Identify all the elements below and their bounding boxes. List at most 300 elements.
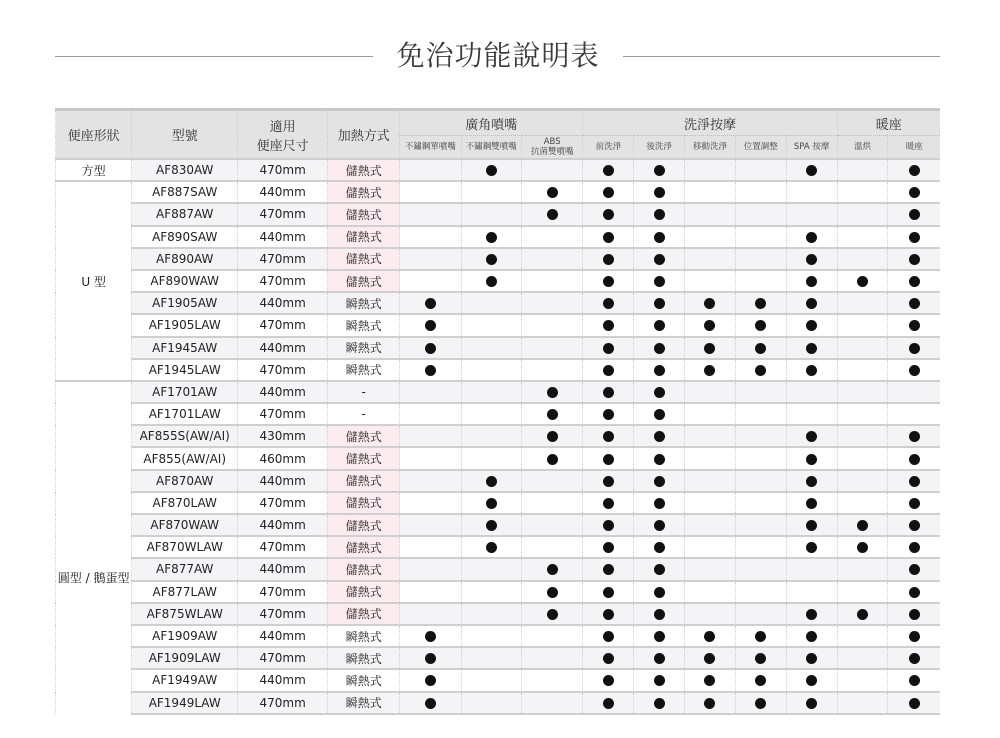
model-cell: AF890SAW xyxy=(132,226,238,248)
model-cell: AF870WAW xyxy=(132,514,238,536)
filled-circle-icon xyxy=(806,609,817,620)
feature-cell xyxy=(837,425,888,447)
filled-circle-icon xyxy=(909,542,920,553)
filled-circle-icon xyxy=(806,276,817,287)
model-cell: AF1949AW xyxy=(132,669,238,691)
feature-cell xyxy=(837,359,888,381)
filled-circle-icon xyxy=(755,675,766,686)
feature-cell xyxy=(786,625,837,647)
filled-circle-icon xyxy=(547,564,558,575)
feature-cell xyxy=(786,514,837,536)
feature-cell xyxy=(837,292,888,314)
feature-cell xyxy=(521,226,582,248)
filled-circle-icon xyxy=(806,254,817,265)
feature-cell xyxy=(735,581,786,603)
feature-cell xyxy=(583,314,634,336)
filled-circle-icon xyxy=(547,454,558,465)
filled-circle-icon xyxy=(909,276,920,287)
feature-cell xyxy=(461,159,521,181)
filled-circle-icon xyxy=(909,476,920,487)
feature-cell xyxy=(786,536,837,558)
feature-cell xyxy=(634,314,685,336)
feature-cell xyxy=(837,181,888,203)
filled-circle-icon xyxy=(909,698,920,709)
filled-circle-icon xyxy=(425,298,436,309)
feature-cell xyxy=(400,447,461,469)
size-cell: 470mm xyxy=(238,270,328,292)
model-cell: AF1905AW xyxy=(132,292,238,314)
feature-cell xyxy=(735,625,786,647)
table-row xyxy=(56,292,941,314)
filled-circle-icon xyxy=(603,564,614,575)
feature-cell xyxy=(634,647,685,669)
feature-table xyxy=(55,108,940,715)
table-row xyxy=(56,403,941,425)
feature-cell xyxy=(685,381,736,403)
feature-cell xyxy=(837,470,888,492)
feature-cell xyxy=(685,270,736,292)
feature-cell xyxy=(521,381,582,403)
model-cell: AF855(AW/AI) xyxy=(132,447,238,469)
model-cell: AF1949LAW xyxy=(132,692,238,714)
feature-cell xyxy=(786,314,837,336)
filled-circle-icon xyxy=(486,254,497,265)
feature-cell xyxy=(837,381,888,403)
table-row xyxy=(56,447,941,469)
filled-circle-icon xyxy=(654,365,665,376)
feature-cell xyxy=(634,558,685,580)
feature-cell xyxy=(685,226,736,248)
feature-cell xyxy=(685,181,736,203)
filled-circle-icon xyxy=(603,631,614,642)
feature-cell xyxy=(400,337,461,359)
header-feature: SPA 按摩 xyxy=(786,136,837,160)
feature-cell xyxy=(888,359,940,381)
filled-circle-icon xyxy=(654,343,665,354)
heating-cell: 瞬熱式 xyxy=(328,359,400,381)
feature-cell xyxy=(461,425,521,447)
feature-cell xyxy=(735,425,786,447)
header-feature: 移動洗淨 xyxy=(685,136,736,160)
feature-cell xyxy=(634,492,685,514)
filled-circle-icon xyxy=(486,498,497,509)
heating-cell: 瞬熱式 xyxy=(328,669,400,691)
filled-circle-icon xyxy=(755,320,766,331)
feature-cell xyxy=(685,403,736,425)
heating-cell: 儲熱式 xyxy=(328,270,400,292)
feature-cell xyxy=(521,447,582,469)
model-cell: AF830AW xyxy=(132,159,238,181)
feature-cell xyxy=(888,203,940,225)
filled-circle-icon xyxy=(486,520,497,531)
table-row xyxy=(56,536,941,558)
feature-cell xyxy=(634,248,685,270)
header-feature: 後洗淨 xyxy=(634,136,685,160)
feature-cell xyxy=(888,470,940,492)
feature-cell xyxy=(400,647,461,669)
table-row xyxy=(56,314,941,336)
filled-circle-icon xyxy=(909,298,920,309)
feature-cell xyxy=(837,226,888,248)
feature-cell xyxy=(888,270,940,292)
feature-cell xyxy=(400,226,461,248)
feature-cell xyxy=(685,248,736,270)
filled-circle-icon xyxy=(806,698,817,709)
feature-cell xyxy=(735,181,786,203)
feature-cell xyxy=(735,647,786,669)
filled-circle-icon xyxy=(755,365,766,376)
feature-cell xyxy=(786,292,837,314)
feature-cell xyxy=(837,603,888,625)
feature-cell xyxy=(634,581,685,603)
model-cell: AF1909AW xyxy=(132,625,238,647)
filled-circle-icon xyxy=(603,276,614,287)
size-cell: 470mm xyxy=(238,492,328,514)
heating-cell: 儲熱式 xyxy=(328,492,400,514)
filled-circle-icon xyxy=(654,520,665,531)
feature-cell xyxy=(400,359,461,381)
filled-circle-icon xyxy=(654,431,665,442)
feature-cell xyxy=(461,447,521,469)
filled-circle-icon xyxy=(486,542,497,553)
filled-circle-icon xyxy=(654,209,665,220)
feature-cell xyxy=(461,558,521,580)
feature-cell xyxy=(735,337,786,359)
filled-circle-icon xyxy=(486,476,497,487)
heating-cell: 瞬熱式 xyxy=(328,647,400,669)
header-seat-size xyxy=(238,110,328,160)
shape-cell: 方型 xyxy=(56,159,132,181)
filled-circle-icon xyxy=(806,631,817,642)
feature-cell xyxy=(888,536,940,558)
filled-circle-icon xyxy=(909,431,920,442)
table-row xyxy=(56,159,941,181)
size-cell: 470mm xyxy=(238,203,328,225)
feature-cell xyxy=(521,403,582,425)
filled-circle-icon xyxy=(654,387,665,398)
feature-cell xyxy=(735,159,786,181)
feature-cell xyxy=(837,669,888,691)
model-cell: AF887AW xyxy=(132,203,238,225)
feature-cell xyxy=(837,447,888,469)
feature-cell xyxy=(634,359,685,381)
feature-cell xyxy=(521,647,582,669)
filled-circle-icon xyxy=(806,542,817,553)
header-nozzle-group: 廣角噴嘴 xyxy=(400,110,583,136)
feature-cell xyxy=(837,403,888,425)
feature-cell xyxy=(400,692,461,714)
feature-cell xyxy=(461,692,521,714)
filled-circle-icon xyxy=(755,298,766,309)
feature-cell xyxy=(786,403,837,425)
filled-circle-icon xyxy=(547,409,558,420)
filled-circle-icon xyxy=(909,209,920,220)
feature-cell xyxy=(786,692,837,714)
filled-circle-icon xyxy=(909,498,920,509)
filled-circle-icon xyxy=(547,431,558,442)
filled-circle-icon xyxy=(603,320,614,331)
feature-cell xyxy=(888,581,940,603)
feature-cell xyxy=(400,470,461,492)
feature-cell xyxy=(634,203,685,225)
filled-circle-icon xyxy=(425,698,436,709)
feature-cell xyxy=(583,603,634,625)
filled-circle-icon xyxy=(806,298,817,309)
heating-cell: 儲熱式 xyxy=(328,470,400,492)
filled-circle-icon xyxy=(654,609,665,620)
feature-cell xyxy=(888,248,940,270)
model-cell: AF1945LAW xyxy=(132,359,238,381)
model-cell: AF1945AW xyxy=(132,337,238,359)
feature-cell xyxy=(400,669,461,691)
feature-cell xyxy=(461,403,521,425)
heating-cell: 儲熱式 xyxy=(328,514,400,536)
table-row xyxy=(56,226,941,248)
title-divider-left xyxy=(55,56,373,57)
feature-cell xyxy=(888,292,940,314)
heating-cell: 瞬熱式 xyxy=(328,337,400,359)
filled-circle-icon xyxy=(704,675,715,686)
feature-cell xyxy=(400,292,461,314)
feature-cell xyxy=(735,359,786,381)
feature-cell xyxy=(735,292,786,314)
filled-circle-icon xyxy=(806,454,817,465)
feature-cell xyxy=(786,425,837,447)
feature-cell xyxy=(786,270,837,292)
feature-cell xyxy=(461,625,521,647)
feature-cell xyxy=(583,514,634,536)
filled-circle-icon xyxy=(909,165,920,176)
table-row xyxy=(56,514,941,536)
header-feature: 前洗淨 xyxy=(583,136,634,160)
feature-cell xyxy=(837,692,888,714)
size-cell: 470mm xyxy=(238,359,328,381)
table-row xyxy=(56,470,941,492)
feature-cell xyxy=(634,381,685,403)
feature-cell xyxy=(685,581,736,603)
table-row xyxy=(56,669,941,691)
feature-cell xyxy=(400,314,461,336)
header-shape: 便座形狀 xyxy=(56,110,132,160)
feature-cell xyxy=(685,492,736,514)
feature-cell xyxy=(735,314,786,336)
feature-cell xyxy=(461,270,521,292)
filled-circle-icon xyxy=(654,232,665,243)
header-seat-size-line1: 適用 xyxy=(269,119,296,135)
feature-cell xyxy=(400,403,461,425)
feature-cell xyxy=(583,381,634,403)
feature-cell xyxy=(786,337,837,359)
feature-cell xyxy=(521,337,582,359)
feature-cell xyxy=(888,625,940,647)
feature-cell xyxy=(735,492,786,514)
feature-cell xyxy=(685,470,736,492)
filled-circle-icon xyxy=(603,498,614,509)
feature-cell xyxy=(888,159,940,181)
feature-cell xyxy=(461,181,521,203)
filled-circle-icon xyxy=(603,365,614,376)
size-cell: 440mm xyxy=(238,470,328,492)
heating-cell: 瞬熱式 xyxy=(328,314,400,336)
feature-cell xyxy=(400,492,461,514)
filled-circle-icon xyxy=(909,587,920,598)
size-cell: 440mm xyxy=(238,337,328,359)
feature-cell xyxy=(888,692,940,714)
filled-circle-icon xyxy=(909,631,920,642)
heating-cell: 儲熱式 xyxy=(328,159,400,181)
filled-circle-icon xyxy=(603,254,614,265)
header-abs-line1: ABS xyxy=(543,137,561,147)
feature-cell xyxy=(837,625,888,647)
feature-cell xyxy=(521,159,582,181)
filled-circle-icon xyxy=(603,454,614,465)
feature-cell xyxy=(461,226,521,248)
size-cell: 440mm xyxy=(238,514,328,536)
feature-cell xyxy=(461,536,521,558)
table-row xyxy=(56,581,941,603)
filled-circle-icon xyxy=(755,653,766,664)
size-cell: 440mm xyxy=(238,292,328,314)
table-row xyxy=(56,248,941,270)
filled-circle-icon xyxy=(654,165,665,176)
feature-cell xyxy=(786,248,837,270)
feature-cell xyxy=(521,692,582,714)
feature-cell xyxy=(685,203,736,225)
feature-cell xyxy=(735,514,786,536)
filled-circle-icon xyxy=(654,653,665,664)
filled-circle-icon xyxy=(806,653,817,664)
shape-cell: 圓型 / 鵝蛋型 xyxy=(56,381,132,714)
heating-cell: 瞬熱式 xyxy=(328,692,400,714)
filled-circle-icon xyxy=(486,276,497,287)
filled-circle-icon xyxy=(425,365,436,376)
header-feature xyxy=(521,136,582,160)
feature-cell xyxy=(685,314,736,336)
feature-cell xyxy=(583,447,634,469)
model-cell: AF870WLAW xyxy=(132,536,238,558)
table-row xyxy=(56,647,941,669)
filled-circle-icon xyxy=(654,542,665,553)
filled-circle-icon xyxy=(806,232,817,243)
size-cell: 470mm xyxy=(238,603,328,625)
filled-circle-icon xyxy=(654,564,665,575)
size-cell: 460mm xyxy=(238,447,328,469)
feature-cell xyxy=(583,425,634,447)
filled-circle-icon xyxy=(857,276,868,287)
table-row xyxy=(56,359,941,381)
table-row xyxy=(56,492,941,514)
heating-cell: 儲熱式 xyxy=(328,558,400,580)
header-seat-size-line2: 便座尺寸 xyxy=(256,138,309,154)
feature-cell xyxy=(685,692,736,714)
filled-circle-icon xyxy=(857,609,868,620)
feature-cell xyxy=(400,558,461,580)
filled-circle-icon xyxy=(603,609,614,620)
feature-cell xyxy=(888,181,940,203)
feature-cell xyxy=(735,536,786,558)
model-cell: AF1909LAW xyxy=(132,647,238,669)
filled-circle-icon xyxy=(806,365,817,376)
filled-circle-icon xyxy=(603,209,614,220)
filled-circle-icon xyxy=(755,343,766,354)
feature-cell xyxy=(400,425,461,447)
table-row xyxy=(56,558,941,580)
model-cell: AF855S(AW/AI) xyxy=(132,425,238,447)
shape-cell: U 型 xyxy=(56,181,132,381)
feature-cell xyxy=(461,314,521,336)
feature-cell xyxy=(786,203,837,225)
feature-cell xyxy=(400,248,461,270)
feature-cell xyxy=(461,669,521,691)
filled-circle-icon xyxy=(654,587,665,598)
feature-cell xyxy=(685,603,736,625)
feature-cell xyxy=(583,403,634,425)
feature-cell xyxy=(521,669,582,691)
size-cell: 470mm xyxy=(238,248,328,270)
filled-circle-icon xyxy=(425,675,436,686)
feature-cell xyxy=(888,492,940,514)
size-cell: 440mm xyxy=(238,558,328,580)
filled-circle-icon xyxy=(425,343,436,354)
feature-cell xyxy=(837,314,888,336)
feature-cell xyxy=(461,292,521,314)
filled-circle-icon xyxy=(806,675,817,686)
feature-cell xyxy=(521,292,582,314)
filled-circle-icon xyxy=(486,232,497,243)
feature-cell xyxy=(735,248,786,270)
feature-cell xyxy=(888,514,940,536)
heating-cell: 瞬熱式 xyxy=(328,625,400,647)
filled-circle-icon xyxy=(806,320,817,331)
heating-cell: 儲熱式 xyxy=(328,581,400,603)
size-cell: 470mm xyxy=(238,536,328,558)
feature-cell xyxy=(461,647,521,669)
feature-cell xyxy=(521,536,582,558)
filled-circle-icon xyxy=(603,187,614,198)
feature-cell xyxy=(786,603,837,625)
table-row xyxy=(56,625,941,647)
feature-cell xyxy=(685,359,736,381)
feature-cell xyxy=(735,558,786,580)
filled-circle-icon xyxy=(547,387,558,398)
feature-cell xyxy=(400,159,461,181)
size-cell: 470mm xyxy=(238,692,328,714)
feature-cell xyxy=(521,581,582,603)
feature-cell xyxy=(521,203,582,225)
feature-cell xyxy=(735,603,786,625)
heating-cell: 儲熱式 xyxy=(328,425,400,447)
feature-cell xyxy=(685,536,736,558)
filled-circle-icon xyxy=(654,254,665,265)
filled-circle-icon xyxy=(806,520,817,531)
feature-cell xyxy=(400,270,461,292)
filled-circle-icon xyxy=(603,698,614,709)
feature-cell xyxy=(400,603,461,625)
header-feature: 不鏽鋼雙噴嘴 xyxy=(461,136,521,160)
filled-circle-icon xyxy=(704,653,715,664)
filled-circle-icon xyxy=(425,631,436,642)
header-heating: 加熱方式 xyxy=(328,110,400,160)
filled-circle-icon xyxy=(909,653,920,664)
feature-cell xyxy=(786,159,837,181)
filled-circle-icon xyxy=(654,454,665,465)
filled-circle-icon xyxy=(603,298,614,309)
heating-cell: 儲熱式 xyxy=(328,447,400,469)
feature-cell xyxy=(786,447,837,469)
filled-circle-icon xyxy=(547,209,558,220)
filled-circle-icon xyxy=(654,276,665,287)
filled-circle-icon xyxy=(755,698,766,709)
